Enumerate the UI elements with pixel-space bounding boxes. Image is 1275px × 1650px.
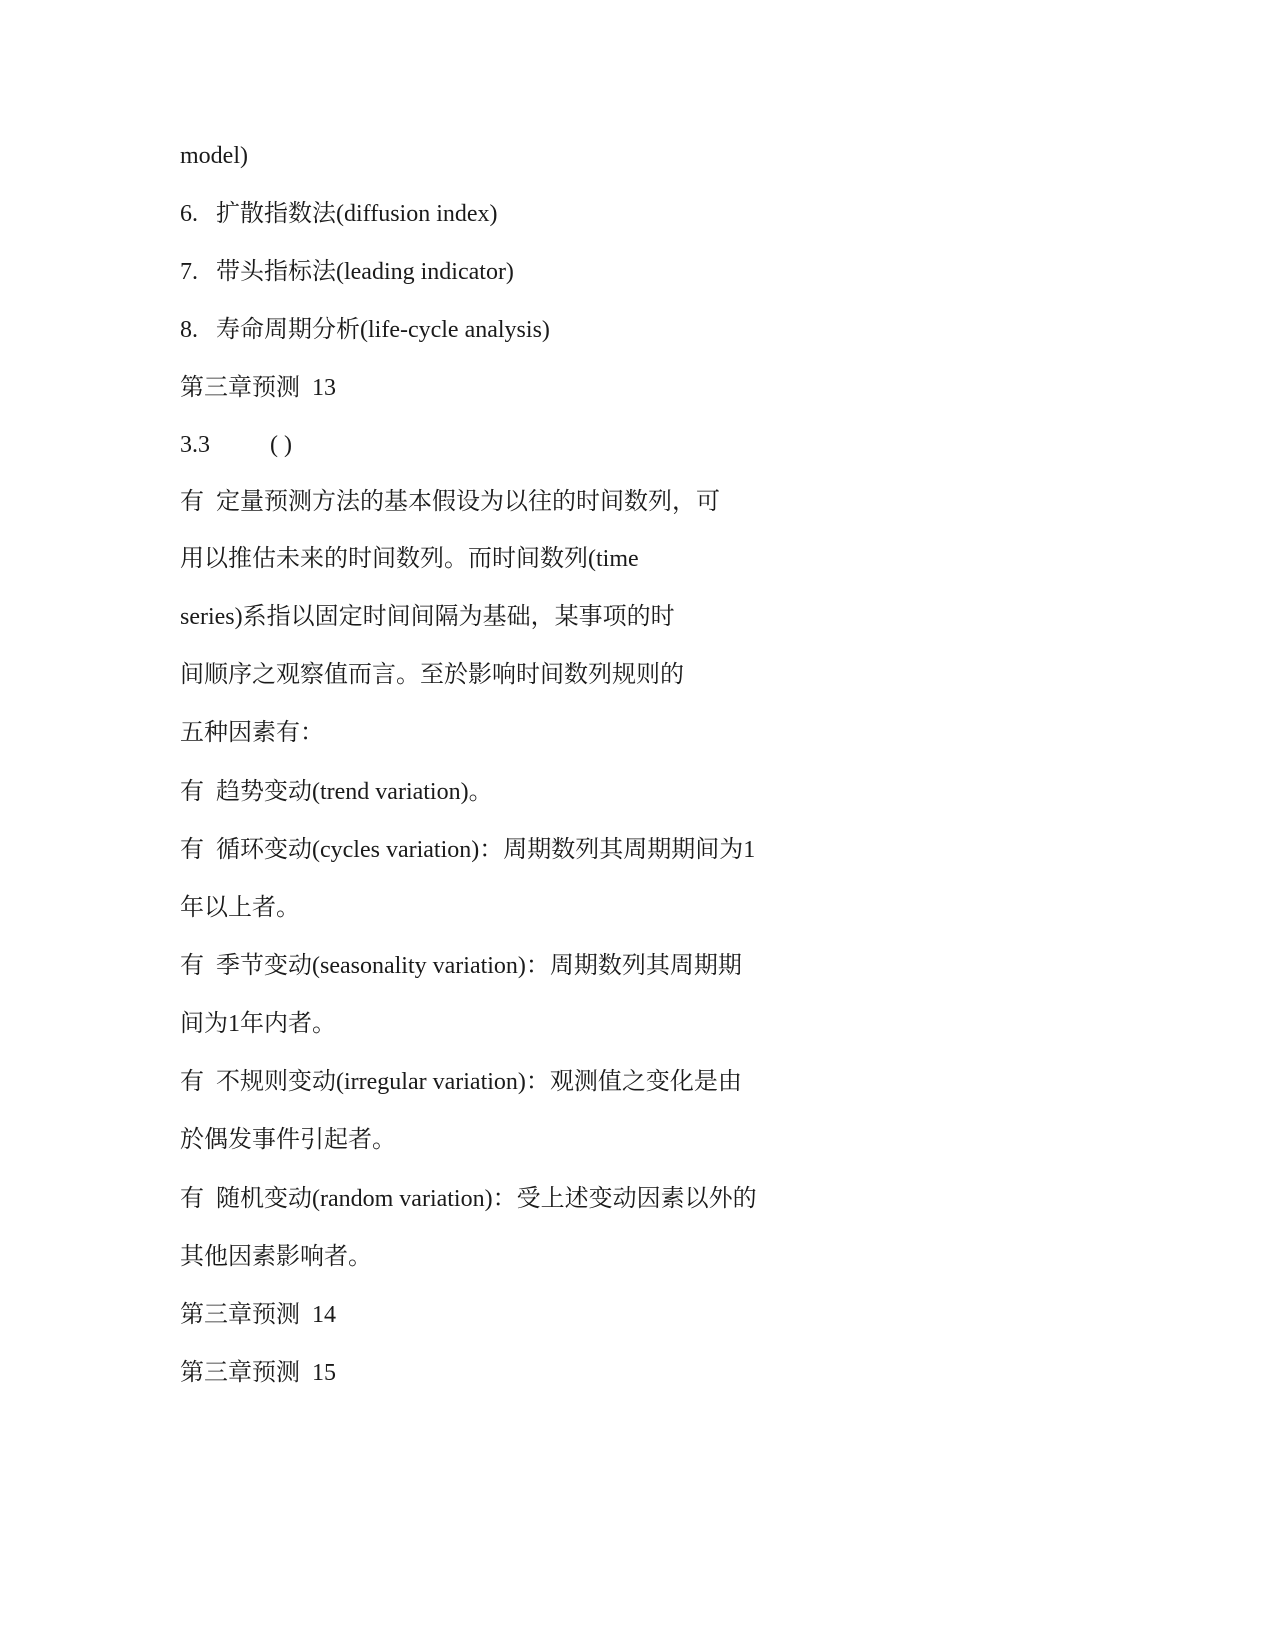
- list-number: 6.: [180, 201, 198, 227]
- factor-text: 循环变动(cycles variation)：周期数列其周期期间为1: [216, 837, 756, 863]
- page-number: 14: [312, 1302, 336, 1328]
- paragraph-text: 五种因素有：: [180, 720, 324, 746]
- page-number: 13: [312, 375, 336, 401]
- section-number: 3.3: [180, 432, 210, 458]
- list-text: 扩散指数法(diffusion index): [216, 201, 498, 227]
- text-line-continuation: [180, 141, 248, 171]
- factor-text: 趋势变动(trend variation)。: [216, 779, 493, 805]
- factor-text: 於偶发事件引起者。: [180, 1127, 396, 1153]
- paragraph-line: [180, 660, 684, 690]
- paragraph-line: [180, 718, 324, 748]
- list-text: 带头指标法(leading indicator): [216, 259, 514, 285]
- paragraph-text: 定量预测方法的基本假设为以往的时间数列，可: [216, 489, 720, 515]
- bullet-glyph: 有: [180, 953, 204, 979]
- list-text: 寿命周期分析(life-cycle analysis): [216, 317, 550, 343]
- factor-text: 随机变动(random variation)：受上述变动因素以外的: [216, 1186, 757, 1212]
- chapter-footer-13: [180, 373, 336, 403]
- chapter-title: 第三章预测: [180, 1360, 300, 1386]
- bullet-glyph: 有: [180, 1186, 204, 1212]
- line-text: model): [180, 143, 248, 169]
- bullet-glyph: 有: [180, 1069, 204, 1095]
- factor-item-continuation: [180, 893, 300, 923]
- factor-item-continuation: [180, 1009, 336, 1039]
- factor-item-continuation: [180, 1242, 372, 1272]
- list-item-7: [180, 257, 514, 287]
- chapter-footer-15: [180, 1358, 336, 1388]
- factor-item-random: [180, 1184, 757, 1214]
- list-item-6: [180, 199, 498, 229]
- factor-text: 其他因素影响者。: [180, 1244, 372, 1270]
- factor-item-cycles: [180, 835, 755, 865]
- factor-text: 季节变动(seasonality variation)：周期数列其周期期: [216, 953, 742, 979]
- paragraph-text: 间顺序之观察值而言。至於影响时间数列规则的: [180, 662, 684, 688]
- bullet-glyph: 有: [180, 837, 204, 863]
- section-title: ( ): [270, 432, 292, 458]
- factor-text: 不规则变动(irregular variation)：观测值之变化是由: [216, 1069, 742, 1095]
- paragraph-line: [180, 544, 639, 574]
- factor-item-irregular: [180, 1067, 742, 1097]
- factor-item-continuation: [180, 1125, 396, 1155]
- factor-text: 间为1年内者。: [180, 1011, 336, 1037]
- chapter-footer-14: [180, 1300, 336, 1330]
- list-item-8: [180, 315, 550, 345]
- paragraph-line: [180, 602, 675, 632]
- list-number: 8.: [180, 317, 198, 343]
- factor-item-trend: [180, 777, 493, 807]
- paragraph-line: [180, 487, 720, 517]
- chapter-title: 第三章预测: [180, 375, 300, 401]
- section-heading: [180, 430, 292, 460]
- list-number: 7.: [180, 259, 198, 285]
- page-number: 15: [312, 1360, 336, 1386]
- bullet-glyph: 有: [180, 489, 204, 515]
- factor-item-seasonality: [180, 951, 742, 981]
- bullet-glyph: 有: [180, 779, 204, 805]
- paragraph-text: 用以推估未来的时间数列。而时间数列(time: [180, 546, 639, 572]
- factor-text: 年以上者。: [180, 895, 300, 921]
- paragraph-text: series)系指以固定时间间隔为基础，某事项的时: [180, 604, 675, 630]
- chapter-title: 第三章预测: [180, 1302, 300, 1328]
